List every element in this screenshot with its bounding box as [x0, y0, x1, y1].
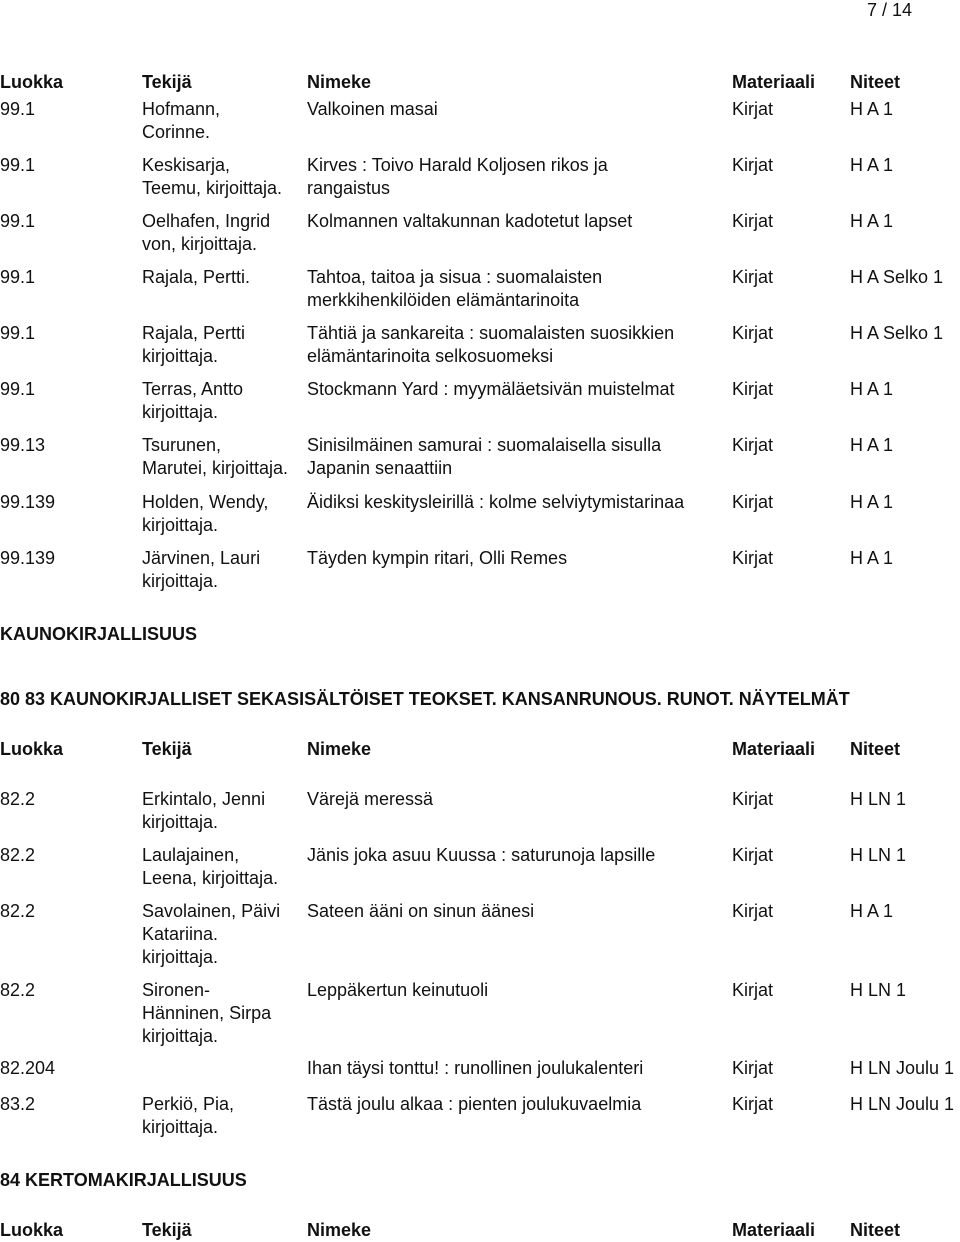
cell-nimeke	[307, 547, 567, 570]
column-header-tekija: Tekijä	[142, 739, 192, 759]
cell-luokka: 82.2	[0, 901, 36, 921]
cell-nimeke	[307, 154, 608, 200]
cell-nimeke-line: merkkihenkilöiden elämäntarinoita	[307, 290, 580, 310]
cell-tekija-line: von, kirjoittaja.	[142, 234, 258, 254]
cell-niteet: H A 1	[850, 379, 894, 399]
cell-materiaali: Kirjat	[732, 267, 774, 287]
cell-niteet: H LN 1	[850, 789, 907, 809]
cell-tekija-line: kirjoittaja.	[142, 402, 219, 422]
cell-tekija-line: Erkintalo, Jenni	[142, 789, 266, 809]
cell-tekija	[142, 98, 220, 144]
cell-nimeke-line: Kirves : Toivo Harald Koljosen rikos ja	[307, 155, 608, 175]
cell-nimeke-line: Leppäkertun keinutuoli	[307, 980, 489, 1000]
cell-niteet: H A 1	[850, 548, 894, 568]
cell-niteet: H A Selko 1	[850, 267, 944, 287]
cell-tekija-line: kirjoittaja.	[142, 346, 219, 366]
cell-materiaali: Kirjat	[732, 789, 774, 809]
cell-luokka: 99.1	[0, 211, 36, 231]
cell-materiaali: Kirjat	[732, 435, 774, 455]
column-header-materiaali: Materiaali	[732, 72, 816, 92]
cell-luokka: 83.2	[0, 1094, 36, 1114]
cell-tekija-line: Holden, Wendy,	[142, 492, 269, 512]
cell-nimeke	[307, 434, 661, 480]
cell-luokka: 82.2	[0, 845, 36, 865]
column-header-luokka: Luokka	[0, 1220, 64, 1240]
cell-niteet: H A 1	[850, 435, 894, 455]
cell-tekija	[142, 491, 268, 537]
cell-nimeke-line: Värejä meressä	[307, 789, 434, 809]
cell-tekija	[142, 1093, 234, 1139]
cell-materiaali: Kirjat	[732, 99, 774, 119]
cell-materiaali: Kirjat	[732, 548, 774, 568]
cell-materiaali: Kirjat	[732, 379, 774, 399]
cell-materiaali: Kirjat	[732, 211, 774, 231]
cell-nimeke	[307, 491, 684, 514]
cell-nimeke	[307, 844, 655, 867]
cell-tekija	[142, 378, 243, 424]
cell-tekija-line: kirjoittaja.	[142, 812, 219, 832]
cell-luokka: 99.1	[0, 323, 36, 343]
cell-tekija-line: Keskisarja,	[142, 155, 231, 175]
cell-niteet: H A 1	[850, 492, 894, 512]
cell-tekija-line: Corinne.	[142, 122, 211, 142]
column-header-niteet: Niteet	[850, 739, 901, 759]
cell-luokka: 99.1	[0, 155, 36, 175]
cell-materiaali: Kirjat	[732, 1058, 774, 1078]
cell-nimeke-line: Kolmannen valtakunnan kadotetut lapset	[307, 211, 633, 231]
cell-tekija	[142, 210, 270, 256]
cell-nimeke	[307, 1057, 643, 1080]
cell-materiaali: Kirjat	[732, 845, 774, 865]
cell-nimeke	[307, 266, 602, 312]
cell-tekija-line: Laulajainen,	[142, 845, 240, 865]
cell-niteet: H A Selko 1	[850, 323, 944, 343]
cell-luokka: 99.13	[0, 435, 46, 455]
cell-materiaali: Kirjat	[732, 901, 774, 921]
cell-tekija-line: Hänninen, Sirpa	[142, 1003, 272, 1023]
cell-nimeke	[307, 98, 438, 121]
cell-luokka: 82.2	[0, 789, 36, 809]
cell-nimeke	[307, 210, 632, 233]
cell-tekija-line: Savolainen, Päivi	[142, 901, 281, 921]
cell-tekija-line: kirjoittaja.	[142, 1117, 219, 1137]
cell-niteet: H LN 1	[850, 845, 907, 865]
cell-niteet: H A 1	[850, 901, 894, 921]
cell-nimeke	[307, 322, 674, 368]
column-header-niteet: Niteet	[850, 72, 901, 92]
cell-nimeke-line: Sinisilmäinen samurai : suomalaisella sisulla	[307, 435, 662, 455]
column-header-materiaali: Materiaali	[732, 1220, 816, 1240]
cell-tekija-line: Marutei, kirjoittaja.	[142, 458, 289, 478]
cell-tekija-line: kirjoittaja.	[142, 947, 219, 967]
cell-tekija-line: kirjoittaja.	[142, 571, 219, 591]
cell-tekija-line: kirjoittaja.	[142, 515, 219, 535]
cell-nimeke	[307, 788, 433, 811]
cell-nimeke-line: elämäntarinoita selkosuomeksi	[307, 346, 554, 366]
cell-niteet: H LN Joulu 1	[850, 1058, 955, 1078]
cell-luokka: 82.2	[0, 980, 36, 1000]
cell-materiaali: Kirjat	[732, 492, 774, 512]
cell-tekija-line: Teemu, kirjoittaja.	[142, 178, 283, 198]
cell-niteet: H A 1	[850, 99, 894, 119]
cell-tekija	[142, 434, 288, 480]
cell-nimeke-line: Valkoinen masai	[307, 99, 438, 119]
cell-nimeke-line: Täyden kympin ritari, Olli Remes	[307, 548, 568, 568]
cell-nimeke	[307, 1093, 641, 1116]
cell-tekija-line: Rajala, Pertti	[142, 323, 246, 343]
cell-tekija	[142, 322, 245, 368]
column-header-materiaali: Materiaali	[732, 739, 816, 759]
section-heading: 84 KERTOMAKIRJALLISUUS	[0, 1170, 247, 1190]
cell-materiaali: Kirjat	[732, 1094, 774, 1114]
cell-tekija-line: Sironen-	[142, 980, 211, 1000]
column-header-tekija: Tekijä	[142, 1220, 192, 1240]
cell-tekija-line: Järvinen, Lauri	[142, 548, 261, 568]
cell-nimeke-line: Sateen ääni on sinun äänesi	[307, 901, 535, 921]
cell-luokka: 82.204	[0, 1058, 56, 1078]
cell-tekija	[142, 900, 280, 969]
cell-tekija-line: kirjoittaja.	[142, 1026, 219, 1046]
column-header-nimeke: Nimeke	[307, 72, 372, 92]
section-heading: 80 83 KAUNOKIRJALLISET SEKASISÄLTÖISET TEOKSET. KANSANRUNOUS. RUNOT. NÄYTELMÄT	[0, 689, 850, 709]
cell-tekija	[142, 844, 278, 890]
cell-nimeke	[307, 979, 488, 1002]
cell-niteet: H LN 1	[850, 980, 907, 1000]
cell-niteet: H A 1	[850, 211, 894, 231]
cell-tekija-line: Oelhafen, Ingrid	[142, 211, 271, 231]
cell-tekija	[142, 266, 250, 289]
column-header-nimeke: Nimeke	[307, 739, 372, 759]
cell-tekija-line: Terras, Antto	[142, 379, 244, 399]
cell-nimeke-line: rangaistus	[307, 178, 391, 198]
page-number: 7 / 14	[866, 0, 912, 20]
column-header-niteet: Niteet	[850, 1220, 901, 1240]
cell-nimeke-line: Tästä joulu alkaa : pienten joulukuvaelmia	[307, 1094, 642, 1114]
cell-nimeke-line: Äidiksi keskitysleirillä : kolme selviytymistarinaa	[307, 492, 685, 512]
cell-nimeke-line: Ihan täysi tonttu! : runollinen joulukalenteri	[307, 1058, 644, 1078]
cell-tekija	[142, 547, 260, 593]
cell-tekija-line: Perkiö, Pia,	[142, 1094, 235, 1114]
cell-tekija	[142, 788, 265, 834]
cell-nimeke-line: Tähtiä ja sankareita : suomalaisten suosikkien	[307, 323, 675, 343]
cell-niteet: H A 1	[850, 155, 894, 175]
column-header-nimeke: Nimeke	[307, 1220, 372, 1240]
cell-nimeke-line: Tahtoa, taitoa ja sisua : suomalaisten	[307, 267, 603, 287]
section-heading: KAUNOKIRJALLISUUS	[0, 624, 198, 644]
cell-luokka: 99.139	[0, 492, 56, 512]
cell-luokka: 99.1	[0, 379, 36, 399]
cell-nimeke-line: Japanin senaattiin	[307, 458, 453, 478]
column-header-tekija: Tekijä	[142, 72, 192, 92]
cell-niteet: H LN Joulu 1	[850, 1094, 955, 1114]
cell-tekija-line: Tsurunen,	[142, 435, 222, 455]
cell-nimeke	[307, 378, 674, 401]
cell-tekija-line: Hofmann,	[142, 99, 221, 119]
cell-luokka: 99.139	[0, 548, 56, 568]
cell-materiaali: Kirjat	[732, 323, 774, 343]
cell-tekija	[142, 154, 282, 200]
cell-luokka: 99.1	[0, 99, 36, 119]
cell-nimeke-line: Jänis joka asuu Kuussa : saturunoja lapsille	[307, 845, 656, 865]
cell-luokka: 99.1	[0, 267, 36, 287]
cell-nimeke	[307, 900, 534, 923]
cell-tekija	[142, 979, 271, 1048]
cell-materiaali: Kirjat	[732, 980, 774, 1000]
cell-tekija-line: Katariina.	[142, 924, 219, 944]
cell-tekija-line: Rajala, Pertti.	[142, 267, 251, 287]
cell-materiaali: Kirjat	[732, 155, 774, 175]
cell-nimeke-line: Stockmann Yard : myymäläetsivän muistelmat	[307, 379, 675, 399]
column-header-luokka: Luokka	[0, 739, 64, 759]
column-header-luokka: Luokka	[0, 72, 64, 92]
cell-tekija-line: Leena, kirjoittaja.	[142, 868, 279, 888]
